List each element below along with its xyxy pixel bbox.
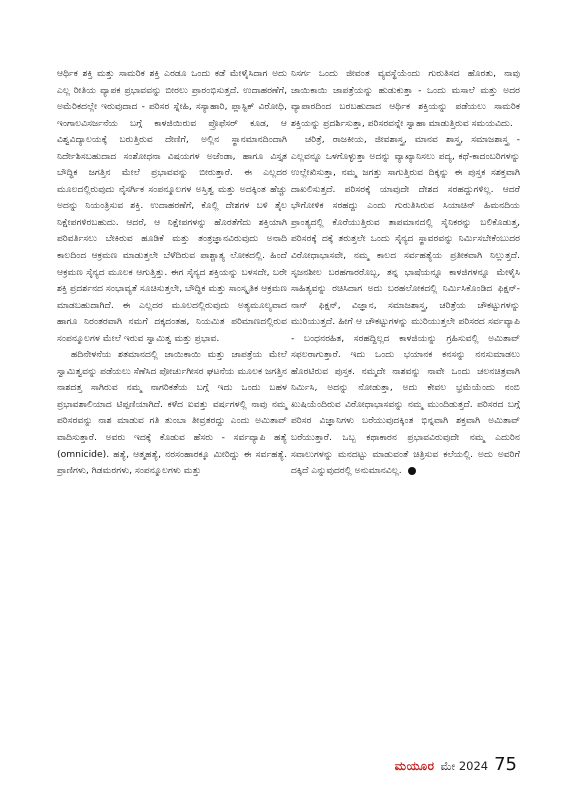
- article-paragraph: ಹದಿನೇಳನೆಯ ಶತಮಾನದಲ್ಲಿ ಜಾಯಿಕಾಯಿ ಮತ್ತು ಜಾಪತ್ರೆಯ ಮೇಲೆ ಸ್ವಾಮಿತ್ವವನ್ನು ಪಡೆಯಲು ಸೆಣೆಸಿದ ಪೋರ್ಚುಗೀಸರ ಘಟನೆಯ ಮೂಲಕ ಜಗತ್ತಿನ ನಾಶದತ್ತ ಸಾಗಿರುವ ನಮ್ಮ ನಾಗರಿಕತೆಯ ಬಗ್ಗೆ ಇದು ಒಂದು ಬಹಳ ಪ್ರಭಾವಶಾಲಿಯಾದ ಟಿಪ್ಪಣಿಯಾಗಿದೆ. ಕಳೆದ ಐವತ್ತು ವರ್ಷಗಳಲ್ಲಿ ನಾವು ನಮ್ಮ ಪರಿಸರವನ್ನು ನಾಶ ಮಾಡುವ ಗತಿ ತುಂಬಾ ತೀವ್ರತರದ್ದು ಎಂದು ಅಮಿತಾವ್ ವಾದಿಸುತ್ತಾರೆ. ಅವರು ಇದಕ್ಕೆ ಕೊಡುವ ಹೆಸರು - ಸರ್ವವ್ಯಾಪಿ ಹತ್ಯೆ (omnicide). ಹತ್ಯೆ, ಆತ್ಮಹತ್ಯೆ, ನರಸಂಹಾರಕ್ಕೂ ಮೀರಿದ್ದು ಈ ಸರ್ವಹತ್ಯೆ. ಪ್ರಾಣಿಗಳು, ಗಿಡಮರಗಳು, ಸಂಪನ್ಮೂಲಗಳು ಮತ್ತು: [57, 349, 287, 477]
- issue-date: ಮೇ 2024: [440, 759, 489, 773]
- article-column-left: [57, 66, 287, 480]
- magazine-logo: ಮಯೂರ: [394, 759, 435, 773]
- end-of-article-bullet-icon: [408, 467, 416, 475]
- article-paragraph: ನಿಸರ್ಗ ಒಂದು ಜೀವಂತ ವ್ಯವಸ್ಥೆಯೆಂದು ಗುರುತಿಸದ ಹೊರತು, ನಾವು ಜಾಯಿಕಾಯಿ ಜಾಪತ್ರೆಯನ್ನು ಹುಡುಕುತ್ತಾ - ಒಂದು ಮಸಾಲೆ ಮತ್ತು ಅದರ ವ್ಯಾಪಾರದಿಂದ ಬರಬಹುದಾದ ಆರ್ಥಿಕ ಶಕ್ತಿಯನ್ನು ಪಡೆಯಲು ಸಾಮರಿಕ ಶಕ್ತಿಯನ್ನು ಪ್ರದರ್ಶಿಸುತ್ತಾ, ಪರಿಸರವನ್ನೇ ಸ್ವಾಹಾ ಮಾಡುತ್ತಿರುವ ಸಮಯವಿದು.: [291, 68, 520, 129]
- page-number: 75: [494, 754, 517, 775]
- article-paragraph: [291, 132, 520, 479]
- article-paragraph: ಆರ್ಥಿಕ ಶಕ್ತಿ ಮತ್ತು ಸಾಮರಿಕ ಶಕ್ತಿ ಎರಡೂ ಒಂದು ಕಡೆ ಮೇಳೈಸಿದಾಗ ಅದು ಎಲ್ಲ ರೀತಿಯ ವ್ಯಾಪಕ ಪ್ರಭಾವವನ್ನು ಬೀರಲು ಪ್ರಾರಂಭಿಸುತ್ತದೆ. ಉದಾಹರಣೆಗೆ, ಅಮೆರಿಕದಲ್ಲೇ ಇರುವುದಾದ - ಪರಿಸರ ಸ್ನೇಹಿ, ಸಸ್ಯಾಹಾರಿ, ಪ್ಲಾಸ್ಟಿಕ್ ವಿರೋಧಿ, ಇಂಗಾಲವಿಸರ್ಜನೆಯ ಬಗ್ಗೆ ಕಾಳಜಿಯಿರುವ ಪ್ರೊಫೆಸರ್ ಕೂಡ, ಆ ವಿಶ್ವವಿದ್ಯಾಲಯಕ್ಕೆ ಬರುತ್ತಿರುವ ದೇಣಿಗೆ, ಅಲ್ಲಿನ ಸ್ಥಾನಮಾನದಿಂದಾಗಿ ನಿರ್ದೇಶಿಸಬಹುದಾದ ಸಂಶೋಧನಾ ವಿಷಯಗಳ ಅಜೆಂಡಾ, ಹಾಗೂ ವಿಸ್ತೃತ ಬೌದ್ಧಿಕ ಜಗತ್ತಿನ ಮೇಲೆ ಪ್ರಭಾವವನ್ನು ಬೀರುತ್ತಾರೆ. ಈ ಎಲ್ಲದರ ಮೂಲದಲ್ಲಿರುವುದು ನೈಸರ್ಗಿಕ ಸಂಪನ್ಮೂಲಗಳ ಅಸ್ತಿತ್ವ ಮತ್ತು ಅದಕ್ಕಿಂತ ಹೆಚ್ಚು ಅದನ್ನು ನಿಯಂತ್ರಿಸುವ ಶಕ್ತಿ. ಉದಾಹರಣೆಗೆ, ಕೊಲ್ಲಿ ದೇಶಗಳ ಬಳಿ ತೈಲ ನಿಕ್ಷೇಪಗಳಿರಬಹುದು. ಆದರೆ, ಆ ನಿಕ್ಷೇಪಗಳನ್ನು ಹೊರತೆಗೆದು ಶಕ್ತಿಯಾಗಿ ಪರಿವರ್ತಿಸಲು ಬೇಕಿರುವ ಹೂಡಿಕೆ ಮತ್ತು ತಂತ್ರಜ್ಞಾನವಿರುವುದು ಅನಾದಿ ಕಾಲದಿಂದ ಆಕ್ರಮಣ ಮಾಡುತ್ತಲೇ ಬೆಳೆದಿರುವ ಪಾಶ್ಚಾತ್ಯ ಲೋಕದಲ್ಲಿ. ಹಿಂದೆ ಆಕ್ರಮಣ ಸೈನ್ಯದ ಮೂಲಕ ಆಗುತ್ತಿತ್ತು. ಈಗ ಸೈನ್ಯದ ಶಕ್ತಿಯನ್ನು ಬಳಸದೇ, ಬರೇ ಶಕ್ತಿ ಪ್ರದರ್ಶನದ ಸಂಭಾವ್ಯತೆ ಸೂಚಿಸುತ್ತಲೇ, ಬೌದ್ಧಿಕ ಮತ್ತು ಸಾಂಸ್ಕೃತಿಕ ಆಕ್ರಮಣ ಮಾಡಬಹುದಾಗಿದೆ. ಈ ಎಲ್ಲದರ ಮೂಲದಲ್ಲಿರುವುದು ಅತ್ಯಮೂಲ್ಯವಾದ ಹಾಗೂ ನಿರಂತರವಾಗಿ ನಮಗೆ ದಕ್ಕದಂತಹ, ನಿಯಮಿತ ಪರಿಮಾಣದಲ್ಲಿರುವ ಸಂಪನ್ಮೂಲಗಳ ಮೇಲೆ ಇರುವ ಸ್ವಾಮಿತ್ವ ಮತ್ತು ಪ್ರಭಾವ.: [57, 68, 287, 344]
- article-paragraph-text: ಚರಿತ್ರೆ, ರಾಜಕೀಯ, ಜೀವಶಾಸ್ತ್ರ, ಮಾನವ ಶಾಸ್ತ್ರ, ಸಮಾಜಶಾಸ್ತ್ರ - ಎಲ್ಲವನ್ನೂ ಒಳಗೊಳ್ಳುತ್ತಾ ಅದನ್ನು ವ್ಯಾಖ್ಯಾನಿಸಲು ಪದ್ಯ, ಕಥೆ-ಕಾದಂಬರಿಗಳನ್ನು ಉಲ್ಲೇಖಿಸುತ್ತಾ, ನಮ್ಮ ಜಗತ್ತು ಸಾಗುತ್ತಿರುವ ದಿಕ್ಕನ್ನು ಈ ಪುಸ್ತಕ ಸಶಕ್ತವಾಗಿ ದಾಖಲಿಸುತ್ತದೆ. ಪರಿಸರಕ್ಕೆ ಯಾವುದೇ ದೇಶದ ಸರಹದ್ದುಗಳಿಲ್ಲ. ಆದರೆ ಭೌಗೋಳಿಕ ಸರಹದ್ದು ಎಂದು ಗುರುತಿಸಿರುವ ಸಿಯಾಚಿನ್ ಹಿಮನದಿಯ ಪ್ರಾಂತ್ಯದಲ್ಲಿ ಕೊರೆಯುತ್ತಿರುವ ತಾಪಮಾನದಲ್ಲಿ ಸೈನಿಕರನ್ನು ಬಲಿಕೊಡುತ್ತ, ಪರಿಸರಕ್ಕೆ ದಕ್ಕೆ ತರುತ್ತಲೇ ಒಂದು ಸೈನ್ಯದ ಸ್ಥಾವರವನ್ನು ನಿರ್ಮಿಸಬೇಕೆಂಬುದರ ವಿರೋಧಾಭಾಸವೇ, ನಮ್ಮ ಕಾಲದ ಸರ್ವಹತ್ಯೆಯ ಪ್ರತೀಕವಾಗಿ ನಿಲ್ಲುತ್ತದೆ. ಸೃಜನಶೀಲ ಬರಹಗಾರರೊಬ್ಬ, ತನ್ನ ಭಾಷೆಯನ್ನೂ ಕಾಳಜಿಗಳನ್ನೂ ಮೇಳೈಸಿ ಸಾಹಿತ್ಯವನ್ನು ರಚಿಸಿದಾಗ ಅದು ಬರಹಲೋಕದಲ್ಲಿ ನಿರ್ಮಿಸಿಕೊಂಡಿದ ಫಿಕ್ಷನ್-ನಾನ್ ಫಿಕ್ಷನ್, ವಿಜ್ಞಾನ, ಸಮಾಜಶಾಸ್ತ್ರ, ಚರಿತ್ರೆಯ ಚೌಕಟ್ಟುಗಳನ್ನು ಮುರಿಯುತ್ತದೆ. ಹೀಗೆ ಆ ಚೌಕಟ್ಟುಗಳನ್ನು ಮುರಿಯುತ್ತಲೇ ಪರಿಸರದ ಸರ್ವವ್ಯಾಪಿ - ಬಂಧನರಹಿತ, ಸರಹದ್ದಿಲ್ಲದ ಕಾಳಜಿಯನ್ನು ಗ್ರಹಿಸುವಲ್ಲಿ ಅಮಿತಾವ್ ಸಫಲರಾಗುತ್ತಾರೆ. ಇದು ಒಂದು ಭಯಾನಕ ಕನಸನ್ನು ನನಸುಮಾಡಲು ಹೊರಟಿರುವ ಪುಸ್ತಕ. ನಮ್ಮದೇ ನಾಶವನ್ನು ನಾವೇ ಒಂದು ಚಲನಚಿತ್ರವಾಗಿ ನಿರ್ಮಿಸಿ, ಅದನ್ನು ನೋಡುತ್ತಾ, ಅದು ಕೇವಲ ಭ್ರಮೆಯೆಂದು ನಂಬಿ ಖುಷಿಯೆಂದಿರುವ ವಿರೋಧಾಭಾಸವನ್ನು ನಮ್ಮ ಮುಂದಿಡುತ್ತದೆ. ಪರಿಸರದ ಬಗ್ಗೆ ಪರಿಸರ ವಿಜ್ಞಾನಿಗಳು ಬರೆಯುವುದಕ್ಕಿಂತ ಭಿನ್ನವಾಗಿ ಶಕ್ತವಾಗಿ ಅಮಿತಾವ್ ಬರೆಯುತ್ತಾರೆ. ಒಬ್ಬ ಕಥಾಕಾರನ ಪ್ರಭಾವವಿರುವುದೇ ನಮ್ಮ ಎದುರಿನ ಸವಾಲುಗಳನ್ನು ಮನದಟ್ಟು ಮಾಡುವಂತೆ ಚಿತ್ರಿಸುವ ಕಲೆಯಲ್ಲಿ. ಅದು ಅವರಿಗೆ ದಕ್ಕಿದೆ ಎನ್ನುವುದರಲ್ಲಿ ಅನುಮಾನವಿಲ್ಲ.: [291, 134, 520, 477]
- page-footer: [395, 754, 517, 775]
- article-column-right: [291, 66, 520, 480]
